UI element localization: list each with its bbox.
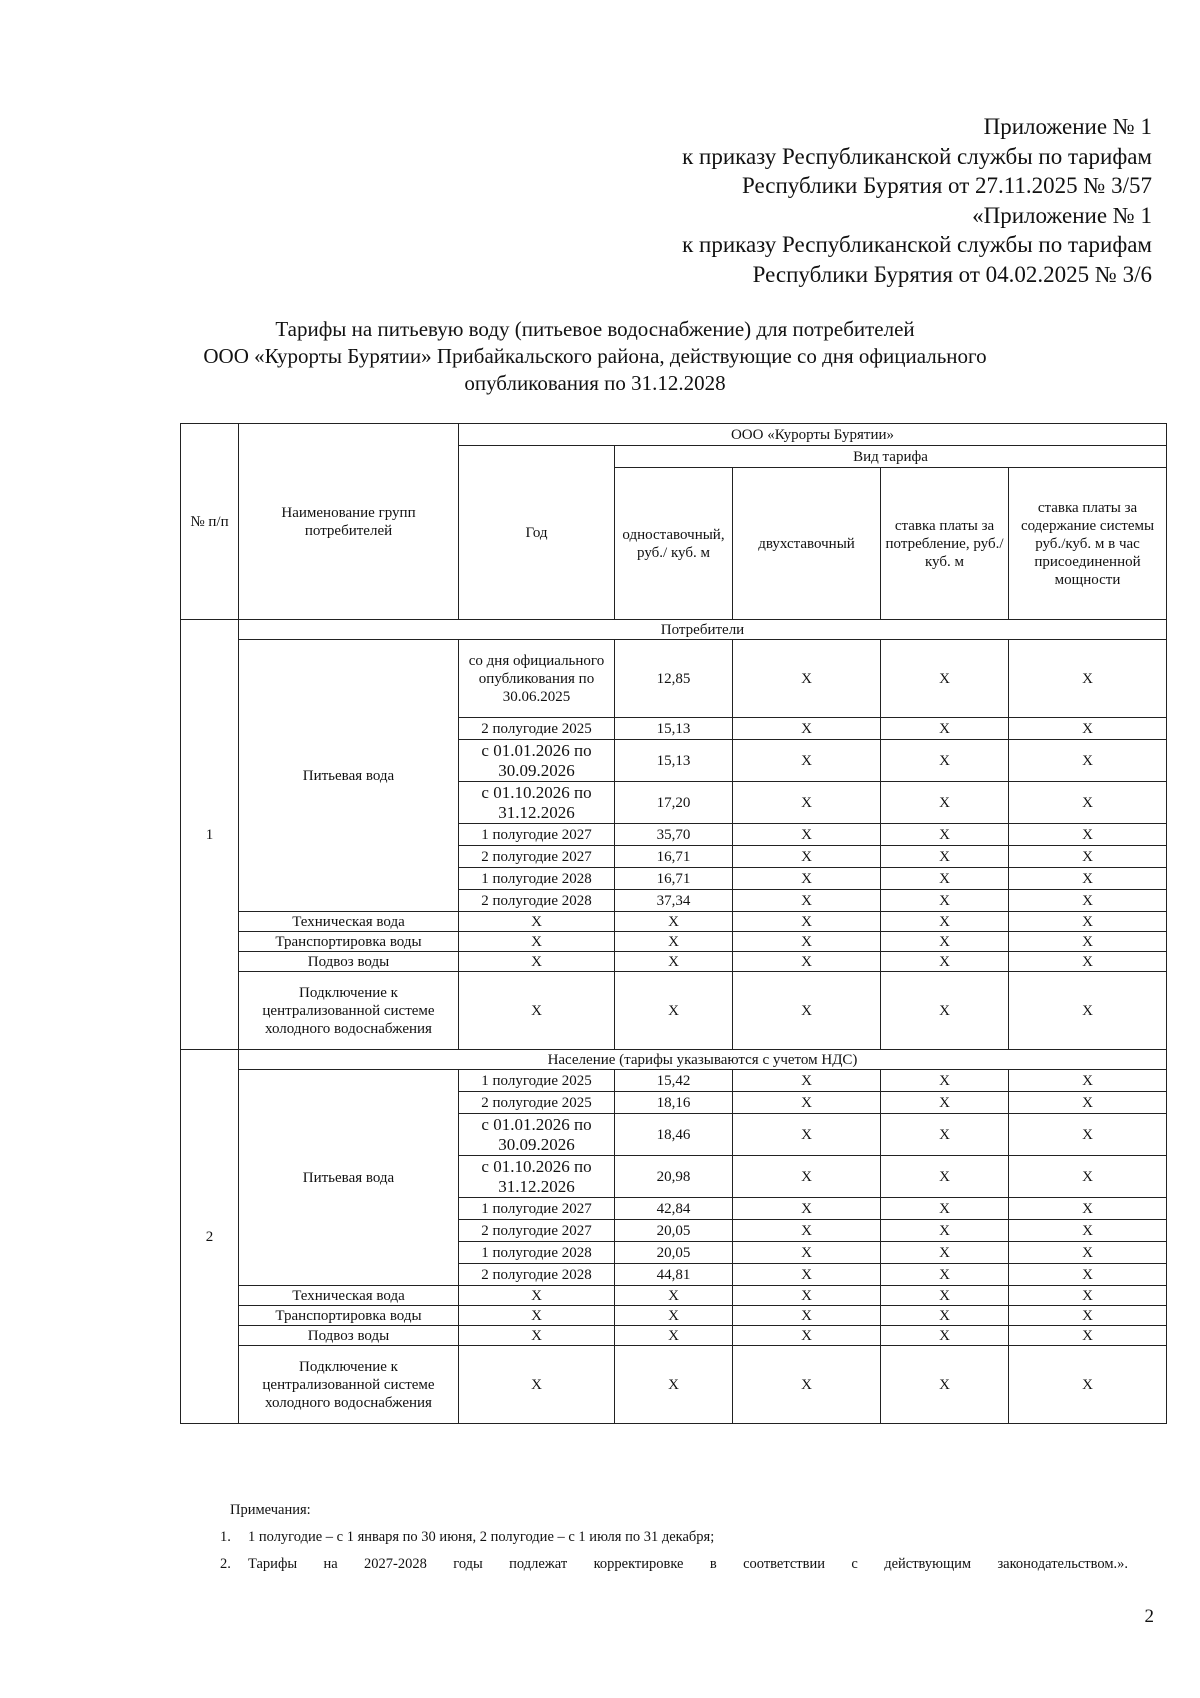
consumption-rate-cell: X: [881, 1156, 1009, 1198]
maintenance-rate-cell: X: [1009, 1326, 1167, 1346]
year-cell: X: [459, 952, 615, 972]
two-rate-cell: X: [733, 1286, 881, 1306]
group-label: Техническая вода: [239, 912, 459, 932]
single-rate-cell: 12,85: [615, 640, 733, 718]
single-rate-cell: 20,05: [615, 1242, 733, 1264]
single-rate-cell: 17,20: [615, 782, 733, 824]
consumption-rate-cell: X: [881, 640, 1009, 718]
maintenance-rate-cell: X: [1009, 868, 1167, 890]
section-title-row: [181, 1050, 1167, 1070]
two-rate-cell: X: [733, 740, 881, 782]
single-rate-cell: 42,84: [615, 1198, 733, 1220]
tariff-row: [181, 932, 1167, 952]
two-rate-cell: X: [733, 1346, 881, 1424]
tariff-row: [181, 1306, 1167, 1326]
consumption-rate-cell: X: [881, 932, 1009, 952]
consumption-rate-cell: X: [881, 846, 1009, 868]
single-rate-cell: 44,81: [615, 1264, 733, 1286]
period-cell: с 01.10.2026 по 31.12.2026: [459, 782, 615, 824]
group-label: Подключение к централизованной системе холодного водоснабжения: [239, 972, 459, 1050]
single-rate-cell: 35,70: [615, 824, 733, 846]
appendix-header: [682, 112, 1152, 289]
period-cell: 2 полугодие 2028: [459, 890, 615, 912]
appendix-line: Приложение № 1: [983, 114, 1152, 139]
period-cell: со дня официального опубликования по 30.06.2025: [459, 640, 615, 718]
appendix-line: к приказу Республиканской службы по тарифам: [682, 143, 1152, 169]
maintenance-rate-cell: X: [1009, 890, 1167, 912]
title-line: Тарифы на питьевую воду (питьевое водоснабжение) для потребителей: [275, 317, 915, 341]
note-number: 1.: [220, 1529, 231, 1545]
maintenance-rate-cell: X: [1009, 1198, 1167, 1220]
notes: [220, 1497, 1128, 1578]
two-rate-cell: X: [733, 890, 881, 912]
year-cell: X: [459, 912, 615, 932]
period-cell: 2 полугодие 2027: [459, 846, 615, 868]
section-title: Потребители: [239, 620, 1167, 640]
single-rate-cell: X: [615, 1346, 733, 1424]
period-cell: 1 полугодие 2025: [459, 1070, 615, 1092]
two-rate-cell: X: [733, 1198, 881, 1220]
consumption-rate-cell: X: [881, 1326, 1009, 1346]
document-title: [160, 316, 1030, 397]
maintenance-rate-cell: X: [1009, 1346, 1167, 1424]
group-label: Подвоз воды: [239, 1326, 459, 1346]
period-cell: 1 полугодие 2028: [459, 868, 615, 890]
title-line: ООО «Курорты Бурятии» Прибайкальского района, действующие со дня официального: [203, 344, 987, 368]
period-cell: с 01.10.2026 по 31.12.2026: [459, 1156, 615, 1198]
period-cell: 2 полугодие 2025: [459, 718, 615, 740]
consumption-rate-cell: X: [881, 890, 1009, 912]
group-label: Транспортировка воды: [239, 1306, 459, 1326]
period-cell: 1 полугодие 2028: [459, 1242, 615, 1264]
maintenance-rate-cell: X: [1009, 1114, 1167, 1156]
single-rate-cell: 20,98: [615, 1156, 733, 1198]
consumption-rate-cell: X: [881, 1306, 1009, 1326]
group-label: Подключение к централизованной системе холодного водоснабжения: [239, 1346, 459, 1424]
single-rate-cell: 15,13: [615, 718, 733, 740]
section-number: 1: [181, 620, 239, 1050]
page-number: 2: [1144, 1606, 1154, 1627]
year-cell: X: [459, 1286, 615, 1306]
consumption-rate-cell: X: [881, 1092, 1009, 1114]
note-text: 1 полугодие – с 1 января по 30 июня, 2 полугодие – с 1 июля по 31 декабря;: [248, 1529, 715, 1545]
consumption-rate-cell: X: [881, 1242, 1009, 1264]
year-cell: X: [459, 1346, 615, 1424]
notes-heading: Примечания:: [230, 1502, 311, 1518]
single-rate-cell: X: [615, 912, 733, 932]
two-rate-cell: X: [733, 1306, 881, 1326]
period-cell: с 01.01.2026 по 30.09.2026: [459, 740, 615, 782]
header-two-rate: двухставочный: [733, 468, 881, 620]
header-maintenance-rate: ставка платы за содержание системы руб./куб. м в час присоединенной мощности: [1009, 468, 1167, 620]
section-number: 2: [181, 1050, 239, 1424]
period-cell: с 01.01.2026 по 30.09.2026: [459, 1114, 615, 1156]
maintenance-rate-cell: X: [1009, 846, 1167, 868]
maintenance-rate-cell: X: [1009, 1264, 1167, 1286]
year-cell: X: [459, 932, 615, 952]
single-rate-cell: X: [615, 952, 733, 972]
two-rate-cell: X: [733, 782, 881, 824]
maintenance-rate-cell: X: [1009, 952, 1167, 972]
single-rate-cell: 15,42: [615, 1070, 733, 1092]
consumption-rate-cell: X: [881, 824, 1009, 846]
single-rate-cell: 20,05: [615, 1220, 733, 1242]
maintenance-rate-cell: X: [1009, 1220, 1167, 1242]
two-rate-cell: X: [733, 868, 881, 890]
maintenance-rate-cell: X: [1009, 824, 1167, 846]
header-group: Наименование групп потребителей: [239, 424, 459, 620]
two-rate-cell: X: [733, 1242, 881, 1264]
note-item: [220, 1551, 1128, 1578]
consumption-rate-cell: X: [881, 718, 1009, 740]
tariff-row: [181, 1070, 1167, 1092]
single-rate-cell: X: [615, 972, 733, 1050]
group-drinking-water: Питьевая вода: [239, 1070, 459, 1286]
maintenance-rate-cell: X: [1009, 912, 1167, 932]
single-rate-cell: X: [615, 1286, 733, 1306]
two-rate-cell: X: [733, 1092, 881, 1114]
consumption-rate-cell: X: [881, 1346, 1009, 1424]
maintenance-rate-cell: X: [1009, 640, 1167, 718]
consumption-rate-cell: X: [881, 952, 1009, 972]
maintenance-rate-cell: X: [1009, 972, 1167, 1050]
maintenance-rate-cell: X: [1009, 932, 1167, 952]
section-title: Население (тарифы указываются с учетом НДС): [239, 1050, 1167, 1070]
single-rate-cell: 37,34: [615, 890, 733, 912]
header-organization: ООО «Курорты Бурятии»: [459, 424, 1167, 446]
header-num: № п/п: [181, 424, 239, 620]
consumption-rate-cell: X: [881, 868, 1009, 890]
tariff-row: [181, 952, 1167, 972]
consumption-rate-cell: X: [881, 1070, 1009, 1092]
tariff-row: [181, 640, 1167, 718]
two-rate-cell: X: [733, 1220, 881, 1242]
maintenance-rate-cell: X: [1009, 1070, 1167, 1092]
two-rate-cell: X: [733, 640, 881, 718]
group-label: Техническая вода: [239, 1286, 459, 1306]
section-title-row: [181, 620, 1167, 640]
note-text: Тарифы на 2027-2028 годы подлежат корректировке в соответствии с действующим законодательством.».: [248, 1556, 1128, 1572]
tariff-table-body: [181, 424, 1167, 1424]
appendix-line: к приказу Республиканской службы по тарифам: [682, 232, 1152, 257]
tariff-row: [181, 972, 1167, 1050]
maintenance-rate-cell: X: [1009, 1092, 1167, 1114]
two-rate-cell: X: [733, 846, 881, 868]
consumption-rate-cell: X: [881, 972, 1009, 1050]
consumption-rate-cell: X: [881, 740, 1009, 782]
two-rate-cell: X: [733, 1070, 881, 1092]
tariff-row: [181, 1346, 1167, 1424]
tariff-row: [181, 912, 1167, 932]
two-rate-cell: X: [733, 718, 881, 740]
two-rate-cell: X: [733, 952, 881, 972]
title-line: опубликования по 31.12.2028: [464, 371, 726, 395]
appendix-line: «Приложение № 1: [972, 202, 1152, 228]
two-rate-cell: X: [733, 1264, 881, 1286]
two-rate-cell: X: [733, 972, 881, 1050]
tariff-row: [181, 1326, 1167, 1346]
single-rate-cell: 18,16: [615, 1092, 733, 1114]
maintenance-rate-cell: X: [1009, 740, 1167, 782]
period-cell: 1 полугодие 2027: [459, 1198, 615, 1220]
consumption-rate-cell: X: [881, 782, 1009, 824]
maintenance-rate-cell: X: [1009, 1242, 1167, 1264]
header-consumption-rate: ставка платы за потребление, руб./ куб. м: [881, 468, 1009, 620]
period-cell: 2 полугодие 2028: [459, 1264, 615, 1286]
consumption-rate-cell: X: [881, 912, 1009, 932]
maintenance-rate-cell: X: [1009, 1306, 1167, 1326]
two-rate-cell: X: [733, 912, 881, 932]
single-rate-cell: X: [615, 1326, 733, 1346]
note-item: [220, 1524, 1128, 1551]
consumption-rate-cell: X: [881, 1198, 1009, 1220]
header-tariff-kind: Вид тарифа: [615, 446, 1167, 468]
year-cell: X: [459, 1306, 615, 1326]
maintenance-rate-cell: X: [1009, 782, 1167, 824]
maintenance-rate-cell: X: [1009, 1286, 1167, 1306]
group-label: Транспортировка воды: [239, 932, 459, 952]
period-cell: 2 полугодие 2027: [459, 1220, 615, 1242]
tariff-table: [180, 423, 1167, 1424]
header-year: Год: [459, 446, 615, 620]
maintenance-rate-cell: X: [1009, 1156, 1167, 1198]
single-rate-cell: 18,46: [615, 1114, 733, 1156]
single-rate-cell: 15,13: [615, 740, 733, 782]
two-rate-cell: X: [733, 1326, 881, 1346]
single-rate-cell: X: [615, 1306, 733, 1326]
year-cell: X: [459, 972, 615, 1050]
group-drinking-water: Питьевая вода: [239, 640, 459, 912]
group-label: Подвоз воды: [239, 952, 459, 972]
two-rate-cell: X: [733, 1114, 881, 1156]
period-cell: 1 полугодие 2027: [459, 824, 615, 846]
single-rate-cell: 16,71: [615, 868, 733, 890]
appendix-line: Республики Бурятия от 27.11.2025 № 3/57: [741, 173, 1152, 198]
consumption-rate-cell: X: [881, 1114, 1009, 1156]
year-cell: X: [459, 1326, 615, 1346]
consumption-rate-cell: X: [881, 1286, 1009, 1306]
consumption-rate-cell: X: [881, 1220, 1009, 1242]
two-rate-cell: X: [733, 824, 881, 846]
two-rate-cell: X: [733, 1156, 881, 1198]
single-rate-cell: X: [615, 932, 733, 952]
header-single-rate: одноставочный, руб./ куб. м: [615, 468, 733, 620]
two-rate-cell: X: [733, 932, 881, 952]
appendix-line: Республики Бурятия от 04.02.2025 № 3/6: [752, 261, 1152, 287]
note-number: 2.: [220, 1556, 231, 1572]
maintenance-rate-cell: X: [1009, 718, 1167, 740]
tariff-row: [181, 1286, 1167, 1306]
period-cell: 2 полугодие 2025: [459, 1092, 615, 1114]
single-rate-cell: 16,71: [615, 846, 733, 868]
consumption-rate-cell: X: [881, 1264, 1009, 1286]
